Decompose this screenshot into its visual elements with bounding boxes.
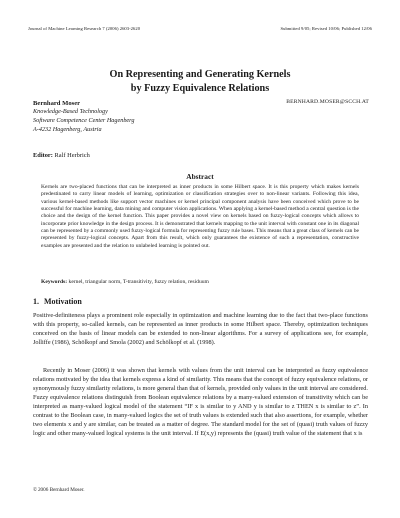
affiliation-line: Knowledge-Based Technology [33,108,108,115]
keywords-list: kernel, triangular norm, T-transitivity, fuzzy relation, residuum [68,279,209,285]
journal-header: Journal of Machine Learning Research 7 (2006) 2603-2620 [28,26,141,31]
section-title: Motivation [44,297,82,306]
section-number: 1. [33,297,39,306]
body-paragraph-1: Positive-definiteness plays a prominent role especially in optimization and machine learning due to the fact that two-place functions with this property, so-called kernels, can be represented as inner products in some Hilbert space. Thereby, optimization techniques conceived on the basis of linear models can be extended to non-linear algorithms. For a survey of applications see, for example, Jolliffe (1986), Schölkopf and Smola (2002) and Schölkopf et al. (1998). [33,312,368,347]
submission-dates: Submitted 9/05; Revised 10/06; Published 12/06 [280,26,372,31]
copyright-footer [33,487,85,493]
body-paragraph-2: Recently in Moser (2006) it was shown that kernels with values from the unit interval can be interpreted as fuzzy equivalence relations motivated by the idea that kernels express a kind of similarity. This means that the concept of fuzzy equivalence relations, or synonymously fuzzy similarity relations, is more general than that of kernels, provided only values in the unit interval are considered. Fuzzy equivalence relations distinguish from Boolean equivalence relations by a many-valued extension of transitivity which can be interpreted as many-valued logical model of the statement “IF x is similar to y AND y is similar to z THEN x is similar to z”. In contrast to the Boolean case, in many-valued logics the set of truth values is extended such that also assertions, for example, whether two elements x and y are similar, can be treated as a matter of degree. The standard model for the set of (quasi) truth values of fuzzy logic and other many-valued logical systems is the unit interval. If E(x,y) represents the (quasi) truth value of the statement that x is [33,367,368,438]
copyright-symbol: © [33,487,37,493]
title-line-2: by Fuzzy Equivalence Relations [130,82,270,94]
title-line-1: On Representing and Generating Kernels [109,69,291,80]
editor-name: Ralf Herbrich [54,152,90,159]
affiliation-line: A-4232 Hagenberg, Austria [33,125,102,133]
author-block [33,99,369,134]
abstract-heading: Abstract [186,172,214,181]
copyright-text: 2006 Bernhard Moser. [37,487,85,493]
author-name: Bernhard Moser [33,100,81,107]
author-email: BERNHARD.MOSER@SCCH.AT [286,99,369,105]
editor-line [33,152,90,159]
keywords-label: Keywords: [41,279,68,285]
section-heading [33,297,82,306]
affiliation-line: Software Competence Center Hagenberg [33,116,135,124]
keywords-line [41,279,359,286]
editor-label: Editor: [33,152,53,159]
paper-title [40,68,360,95]
abstract-text: Kernels are two-placed functions that can be interpreted as inner products in some Hilbert space. It is this property which makes kernels predestinated to carry linear models of learning, optimization or classification strategies over to non-linear variants. Following this idea, various kernel-based methods like support vector machines or kernel principal component analysis have been conceived which prove to be successful for machine learning, data mining and computer vision applications. When applying a kernel-based method a central question is the choice and the design of the kernel function. This paper provides a novel view on kernels based on fuzzy-logical concepts which allows to incorporate prior knowledge in the design process. It is demonstrated that kernels mapping to the unit interval with constant one in its diagonal can be represented by a commonly used fuzzy-logical formula for representing fuzzy rule bases. This means that a great class of kernels can be represented by fuzzy-logical concepts. Apart from this result, which only guarantees the existence of such a representation, constructive examples are presented and the relation to unlabeled learning is pointed out. [41,184,359,249]
